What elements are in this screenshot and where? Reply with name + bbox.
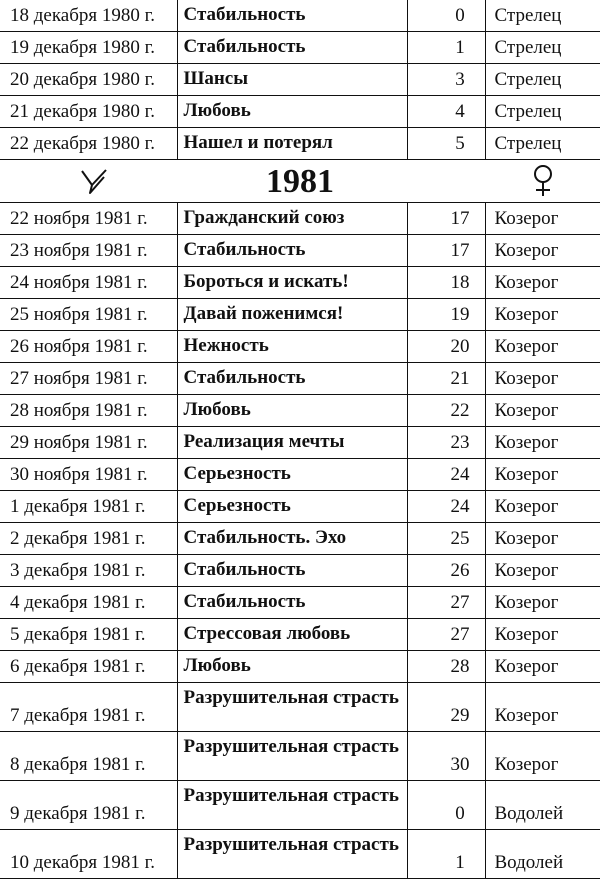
number-cell: 1 xyxy=(407,32,485,64)
table-row xyxy=(0,299,600,331)
title-cell: Любовь xyxy=(177,96,407,128)
title-cell: Нежность xyxy=(177,331,407,363)
title-cell: Разрушительная страсть xyxy=(177,830,407,879)
date-cell: 30 ноября 1981 г. xyxy=(0,459,177,491)
number-cell: 26 xyxy=(407,555,485,587)
table-row xyxy=(0,0,600,32)
date-cell: 28 ноября 1981 г. xyxy=(0,395,177,427)
number-cell: 27 xyxy=(407,619,485,651)
table-row xyxy=(0,32,600,64)
sign-cell: Козерог xyxy=(485,267,600,299)
number-cell: 29 xyxy=(407,683,485,732)
sign-cell: Козерог xyxy=(485,523,600,555)
date-cell: 3 декабря 1981 г. xyxy=(0,555,177,587)
sign-cell: Водолей xyxy=(485,781,600,830)
year-title: 1981 xyxy=(266,163,334,200)
date-cell: 19 декабря 1980 г. xyxy=(0,32,177,64)
title-cell: Давай поженимся! xyxy=(177,299,407,331)
table-row xyxy=(0,427,600,459)
table-row xyxy=(0,96,600,128)
sign-cell: Козерог xyxy=(485,235,600,267)
title-cell: Стабильность xyxy=(177,0,407,32)
title-cell: Разрушительная страсть xyxy=(177,732,407,781)
number-cell: 28 xyxy=(407,651,485,683)
sign-cell: Козерог xyxy=(485,619,600,651)
date-cell: 5 декабря 1981 г. xyxy=(0,619,177,651)
date-cell: 18 декабря 1980 г. xyxy=(0,0,177,32)
title-cell: Стабильность xyxy=(177,32,407,64)
sign-cell: Козерог xyxy=(485,651,600,683)
table-row xyxy=(0,128,600,160)
date-cell: 22 ноября 1981 г. xyxy=(0,203,177,235)
table-row xyxy=(0,363,600,395)
date-cell: 20 декабря 1980 г. xyxy=(0,64,177,96)
sign-cell: Козерог xyxy=(485,555,600,587)
date-cell: 24 ноября 1981 г. xyxy=(0,267,177,299)
number-cell: 21 xyxy=(407,363,485,395)
date-cell: 8 декабря 1981 г. xyxy=(0,732,177,781)
table-1980 xyxy=(0,0,600,160)
date-cell: 10 декабря 1981 г. xyxy=(0,830,177,879)
date-cell: 29 ноября 1981 г. xyxy=(0,427,177,459)
number-cell: 24 xyxy=(407,491,485,523)
title-cell: Стабильность. Эхо xyxy=(177,523,407,555)
table-row xyxy=(0,523,600,555)
sign-cell: Козерог xyxy=(485,732,600,781)
sign-cell: Козерог xyxy=(485,459,600,491)
number-cell: 0 xyxy=(407,0,485,32)
title-cell: Бороться и искать! xyxy=(177,267,407,299)
sign-cell: Стрелец xyxy=(485,32,600,64)
table-row xyxy=(0,459,600,491)
number-cell: 27 xyxy=(407,587,485,619)
sign-cell: Козерог xyxy=(485,683,600,732)
sign-cell: Козерог xyxy=(485,331,600,363)
sign-cell: Козерог xyxy=(485,363,600,395)
date-cell: 27 ноября 1981 г. xyxy=(0,363,177,395)
number-cell: 0 xyxy=(407,781,485,830)
sign-cell: Стрелец xyxy=(485,96,600,128)
sign-cell: Козерог xyxy=(485,203,600,235)
date-cell: 26 ноября 1981 г. xyxy=(0,331,177,363)
sign-cell: Стрелец xyxy=(485,0,600,32)
number-cell: 25 xyxy=(407,523,485,555)
table-row xyxy=(0,619,600,651)
table-row xyxy=(0,64,600,96)
date-cell: 22 декабря 1980 г. xyxy=(0,128,177,160)
number-cell: 17 xyxy=(407,235,485,267)
title-cell: Стабильность xyxy=(177,555,407,587)
sign-cell: Козерог xyxy=(485,587,600,619)
date-cell: 9 декабря 1981 г. xyxy=(0,781,177,830)
number-cell: 22 xyxy=(407,395,485,427)
date-cell: 6 декабря 1981 г. xyxy=(0,651,177,683)
sign-cell: Козерог xyxy=(485,427,600,459)
table-row xyxy=(0,555,600,587)
date-cell: 2 декабря 1981 г. xyxy=(0,523,177,555)
table-row xyxy=(0,395,600,427)
number-cell: 24 xyxy=(407,459,485,491)
title-cell: Стрессовая любовь xyxy=(177,619,407,651)
title-cell: Разрушительная страсть xyxy=(177,781,407,830)
table-row xyxy=(0,683,600,732)
table-row xyxy=(0,203,600,235)
title-cell: Реализация мечты xyxy=(177,427,407,459)
number-cell: 17 xyxy=(407,203,485,235)
table-row xyxy=(0,651,600,683)
title-cell: Шансы xyxy=(177,64,407,96)
table-row xyxy=(0,830,600,879)
sign-cell: Стрелец xyxy=(485,64,600,96)
date-cell: 1 декабря 1981 г. xyxy=(0,491,177,523)
number-cell: 4 xyxy=(407,96,485,128)
table-row xyxy=(0,267,600,299)
number-cell: 19 xyxy=(407,299,485,331)
number-cell: 3 xyxy=(407,64,485,96)
title-cell: Нашел и потерял xyxy=(177,128,407,160)
number-cell: 5 xyxy=(407,128,485,160)
title-cell: Стабильность xyxy=(177,235,407,267)
table-row xyxy=(0,587,600,619)
date-cell: 25 ноября 1981 г. xyxy=(0,299,177,331)
number-cell: 20 xyxy=(407,331,485,363)
number-cell: 30 xyxy=(407,732,485,781)
table-row xyxy=(0,781,600,830)
title-cell: Стабильность xyxy=(177,363,407,395)
title-cell: Серьезность xyxy=(177,491,407,523)
title-cell: Разрушительная страсть xyxy=(177,683,407,732)
table-row xyxy=(0,732,600,781)
sign-cell: Козерог xyxy=(485,299,600,331)
title-cell: Серьезность xyxy=(177,459,407,491)
title-cell: Любовь xyxy=(177,395,407,427)
table-row xyxy=(0,491,600,523)
number-cell: 1 xyxy=(407,830,485,879)
number-cell: 18 xyxy=(407,267,485,299)
table-row xyxy=(0,331,600,363)
date-cell: 4 декабря 1981 г. xyxy=(0,587,177,619)
year-header xyxy=(0,161,600,202)
date-cell: 23 ноября 1981 г. xyxy=(0,235,177,267)
date-cell: 21 декабря 1980 г. xyxy=(0,96,177,128)
table-row xyxy=(0,235,600,267)
title-cell: Стабильность xyxy=(177,587,407,619)
sign-cell: Водолей xyxy=(485,830,600,879)
sign-cell: Стрелец xyxy=(485,128,600,160)
number-cell: 23 xyxy=(407,427,485,459)
sign-cell: Козерог xyxy=(485,491,600,523)
table-1981 xyxy=(0,202,600,879)
venus-icon xyxy=(530,164,556,198)
title-cell: Гражданский союз xyxy=(177,203,407,235)
date-cell: 7 декабря 1981 г. xyxy=(0,683,177,732)
sign-cell: Козерог xyxy=(485,395,600,427)
title-cell: Любовь xyxy=(177,651,407,683)
